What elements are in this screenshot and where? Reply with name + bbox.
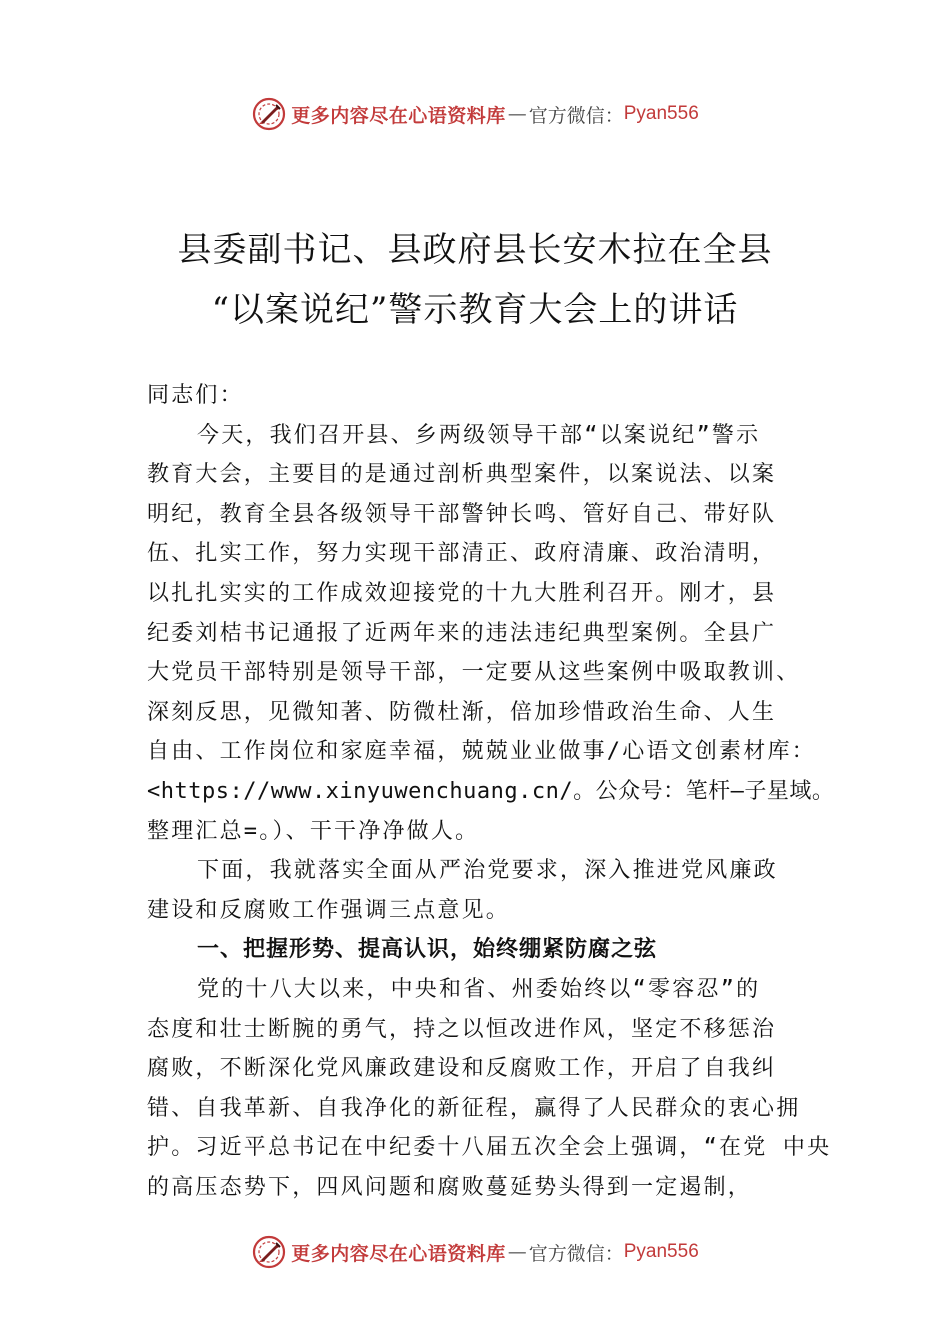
paragraph-line: 纪委刘桔书记通报了近两年来的违法违纪典型案例。全县广 — [147, 620, 777, 646]
footer-banner — [0, 1232, 950, 1272]
banner-wechat-label: 官方微信： — [528, 104, 624, 127]
paragraph-line: 伍、扎实工作，努力实现干部清正、政府清廉、政治清明， — [147, 541, 777, 567]
paragraph-line: 下面，我就落实全面从严治党要求，深入推进党风廉政 — [197, 858, 778, 884]
paragraph-line: 教育大会，主要目的是通过剖析典型案件，以案说法、以案 — [147, 462, 777, 488]
paragraph-line: 腐败，不断深化党风廉政建设和反腐败工作，开启了自我纠 — [147, 1056, 777, 1082]
paragraph-line: 明纪，教育全县各级领导干部警钟长鸣、管好自己、带好队 — [147, 501, 777, 527]
paragraph-line: 护。习近平总书记在中纪委十八届五次全会上强调，“在党 中央 — [147, 1135, 832, 1161]
paragraph-line: 态度和壮士断腕的勇气，持之以恒改进作风，坚定不移惩治 — [147, 1016, 777, 1042]
banner-text: 更多内容尽在心语资料库 — [291, 104, 506, 127]
paragraph-line: 自由、工作岗位和家庭幸福，兢兢业业做事/心语文创素材库： — [147, 739, 816, 765]
paragraph-line: 整理汇总=。）、干干净净做人。 — [147, 818, 480, 844]
banner-wechat-id: Pyan556 — [623, 1241, 699, 1262]
banner-separator: — — [507, 103, 527, 125]
paragraph-line: 建设和反腐败工作强调三点意见。 — [147, 897, 511, 923]
banner-wechat-id: Pyan556 — [623, 103, 699, 124]
paragraph-line: 今天，我们召开县、乡两级领导干部“以案说纪”警示 — [197, 422, 761, 448]
document-body — [147, 376, 837, 1207]
paragraph-line: 的高压态势下，四风问题和腐败蔓延势头得到一定遏制， — [147, 1174, 753, 1200]
paragraph-line: 以扎扎实实的工作成效迎接党的十九大胜利召开。刚才，县 — [147, 580, 777, 606]
paragraph-line: <https://www.xinyuwenchuang.cn/。公众号：笔杆—子星域。 — [147, 778, 835, 804]
salutation: 同志们： — [147, 383, 244, 408]
header-banner — [0, 94, 950, 134]
brush-logo-icon — [251, 1234, 287, 1270]
banner-separator: — — [507, 1241, 527, 1263]
paragraph-line: 深刻反思，见微知著、防微杜渐，倍加珍惜政治生命、人生 — [147, 699, 777, 725]
banner-text: 更多内容尽在心语资料库 — [291, 1242, 506, 1265]
paragraph-line: 错、自我革新、自我净化的新征程，赢得了人民群众的衷心拥 — [147, 1095, 801, 1121]
section-heading: 一、把握形势、提高认识，始终绷紧防腐之弦 — [197, 937, 658, 963]
document-title-line-1: 县委副书记、县政府县长安木拉在全县 — [177, 230, 773, 270]
paragraph-line: 党的十八大以来，中央和省、州委始终以“零容忍”的 — [197, 976, 761, 1002]
banner-wechat-label: 官方微信： — [528, 1242, 624, 1265]
brush-logo-icon — [251, 96, 287, 132]
paragraph-line: 大党员干部特别是领导干部，一定要从这些案例中吸取教训、 — [147, 660, 801, 686]
document-title-line-2: “以案说纪”警示教育大会上的讲话 — [211, 290, 739, 330]
